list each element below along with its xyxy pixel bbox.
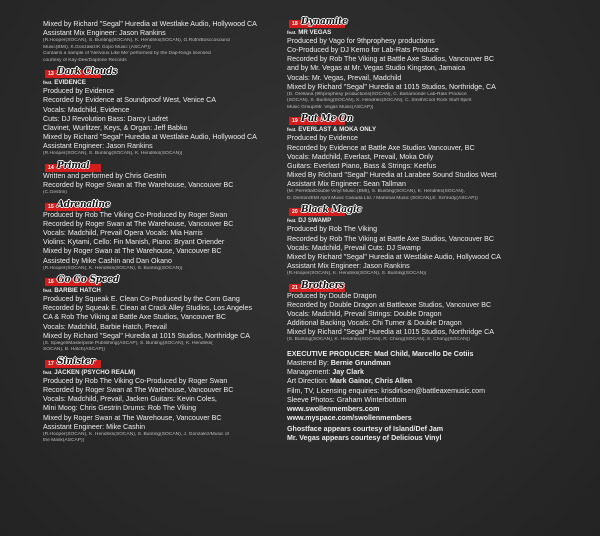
publishing-line: (SOCAN), S. Bunting(SOCAN), K. Hendriks(SOCAN), C. Smith/Cool Rock Stuff Spirit — [287, 98, 472, 104]
credit-line: Violins: Kytami, Cello: Fin Manish, Piano: Bryant Oriender — [43, 238, 225, 247]
credit-line: Assistant Mix Engineer: Sean Tallman — [287, 180, 406, 189]
credit-line: Recorded by Roger Swan at The Warehouse, Vancouver BC — [43, 219, 234, 228]
featuring — [287, 216, 557, 225]
website-link[interactable]: www.swollenmembers.com — [287, 404, 380, 413]
publishing-line: (C.Gestrin) — [43, 190, 67, 196]
publishing-line: (R.Hooper(SOCAN), K. Hendriks(SOCAN), S. Bunting(SOCAN)) — [287, 271, 427, 277]
track-19-header — [287, 115, 557, 125]
featuring — [287, 28, 557, 37]
track-title: Primal — [57, 160, 90, 171]
publishing-line: (R.Hooper(SOCAN), S. Bunting(SOCAN), K. Hendriks(SOCAN)) — [43, 151, 183, 157]
publishing-line: D. Denton/EMI April Music Canada Ltd. / Mammal Music (SOCAN),E. Schrody(ASCAP)) — [287, 195, 478, 201]
featuring — [287, 125, 557, 134]
credit-line: Co-Produced by DJ Kemo for Lab-Rats Produce — [287, 46, 439, 55]
credit-line: and by Mr. Vegas at Mr. Vegas Studio Kingston, Jamaica — [287, 64, 466, 73]
credit-line: Recorded by Squeak E. Clean at Crack Alley Studios, Los Angeles — [43, 304, 252, 313]
featuring — [43, 368, 291, 377]
feat-prefix: feat. — [287, 127, 297, 133]
credit-line: Produced by Rob The Viking Co-Produced by Roger Swan — [43, 210, 228, 219]
feat-prefix: feat. — [43, 369, 53, 375]
credit-line: Mixed by Richard "Segal" Huredia at 1015 Studios, Northridge CA — [43, 331, 250, 340]
sample-note: Contains a sample of 'Nervous Like Me' performed by the Dap-Kings licensed — [43, 51, 211, 57]
credit-line: Mixed by Richard "Segal" Huredia at Westlake Audio, Hollywood CA — [43, 133, 257, 142]
left-column — [43, 20, 291, 445]
track-number: 13 — [48, 71, 54, 78]
exec-producer-line: EXECUTIVE PRODUCER: Mad Child, Marcello De Cotiis — [287, 349, 474, 358]
credit-line: Recorded by Evidence at Soundproof West, Venice CA — [43, 96, 216, 105]
track-number: 14 — [48, 164, 54, 171]
credit-line: Produced by Rob The Viking — [287, 225, 378, 234]
art-direction-line: Art Direction: Mark Gainor, Chris Allen — [287, 377, 413, 386]
publishing-line: (R.Hooper(SOCAN), K. Hendriks(SOCAN), S. Bunting(SOCAN), J. Gonzalez/Music of — [43, 431, 229, 437]
track-number: 17 — [48, 360, 54, 367]
track-21-header — [287, 282, 557, 292]
album-credits — [287, 350, 557, 444]
credit-line: Produced by Rob The Viking Co-Produced by Roger Swan — [43, 376, 228, 385]
credit-line: Mixed By Richard "Segal" Huredia at Larabee Sound Studios West — [287, 171, 497, 180]
feat-artist: MR VEGAS — [298, 29, 332, 36]
credit-line: Vocals: Madchild, Prevail Cuts: DJ Swamp — [287, 243, 421, 252]
credit-line: Cuts: DJ Revolution Bass: Darcy Ladret — [43, 114, 168, 123]
track-14-header — [43, 162, 291, 172]
credit-line: Vocals: Madchild, Prevail Opera Vocals: Mia Harris — [43, 229, 203, 238]
credit-line: CA & Rob The Viking at Battle Axe Studios, Vancouver BC — [43, 313, 226, 322]
credit-line: Vocals: Madchild, Barbie Hatch, Prevail — [43, 322, 167, 331]
track-15-header — [43, 201, 291, 211]
track-title: Sinister — [57, 356, 95, 367]
publishing-line: Music(BMI), K.Gonzalez/K Gopo Music (ASCAP)) — [43, 44, 151, 50]
right-column — [287, 14, 557, 444]
credit-line: Assistant Mix Engineer: Jason Rankins — [43, 29, 166, 38]
track-number: 19 — [292, 118, 298, 125]
credit-line: Assistant Engineer: Mike Cashin — [43, 422, 146, 431]
credit-line: Recorded by Rob The Viking at Battle Axe Studios, Vancouver BC — [287, 55, 495, 64]
credit-line: Vocals: Madchild, Everlast, Prevail, Moka Only — [287, 152, 434, 161]
publishing-line: the Mask(ASCAP)) — [43, 438, 85, 444]
credit-line: Mixed by Richard "Segal" Huredia at 1015 Studios, Northridge, CA — [287, 82, 496, 91]
sample-note: courtesy of Kay-Dee/Daptone Records — [43, 57, 127, 63]
feat-prefix: feat. — [287, 30, 297, 35]
publishing-line: (M. Perretta/Double Vinyl Music (BMI), S. Bunting(SOCAN), K. Hendriks(SOCAN), — [287, 189, 465, 195]
credit-line: Recorded by Roger Swan at The Warehouse, Vancouver BC — [43, 386, 234, 395]
credit-line: Vocals: Madchild, Prevail Strings: Double Dragon — [287, 309, 442, 318]
credit-line: Clavinet, Wurlitzer, Keys, & Organ: Jeff Babko — [43, 123, 188, 132]
publishing-line: (R.Hooper(SOCAN), K. Hendriks(SOCAN), S. Bunting(SOCAN)) — [43, 265, 183, 271]
credit-line: Vocals: Madchild, Evidence — [43, 105, 130, 114]
credit-line: Recorded by Rob The Viking at Battle Axe Studios, Vancouver BC — [287, 234, 495, 243]
credit-line: Vocals: Mr. Vegas, Prevail, Madchild — [287, 73, 402, 82]
mastered-by-line: Mastered By: Bernie Grundman — [287, 359, 391, 368]
feat-artist: JACKEN (PSYCHO REALM) — [54, 368, 136, 376]
featuring — [43, 78, 291, 87]
feat-artist: DJ SWAMP — [298, 217, 332, 225]
track-title: Go Go Speed — [57, 275, 119, 286]
track-number: 20 — [292, 209, 298, 216]
credit-line: Produced by Vago for 9thprophesy productions — [287, 37, 435, 45]
publishing-line: Music Group/Mr. Vegas Music(ASCAP)) — [287, 104, 374, 110]
track-number: 15 — [48, 203, 54, 210]
licensing-line: Film, TV, Licensing enquiries: krisdirksen@battleaxemusic.com — [287, 386, 486, 395]
credit-line: Produced by Evidence — [43, 87, 114, 96]
credit-line: Vocals: Madchild, Prevail, Jacken Guitars: Kevin Coles, — [43, 395, 217, 404]
credit-line: Recorded by Evidence at Battle Axe Studios Vancouver, BC — [287, 143, 475, 152]
credit-line: Mixed by Richard "Segal" Huredia at Westlake Audio, Hollywood CA — [287, 252, 501, 261]
credit-line: Recorded by Roger Swan at The Warehouse, Vancouver BC — [43, 181, 234, 190]
credit-line: Mini Moog: Chris Gestrin Drums: Rob The Viking — [43, 404, 197, 413]
courtesy-line: Mr. Vegas appears courtesy of Delicious Vinyl — [287, 434, 442, 443]
credit-line: Mixed by Roger Swan at The Warehouse, Vancouver BC — [43, 413, 222, 422]
track-20-header — [287, 206, 557, 216]
publishing-line: (R.Hooper(SOCAN), S. Bunting(SOCAN), K. Hendriks(SOCAN), G.Roth/Bosccosound — [43, 38, 230, 44]
feat-prefix: feat. — [43, 80, 53, 86]
track-title: Put Me On — [301, 114, 354, 125]
photos-line: Sleeve Photos: Graham Winterbottom — [287, 395, 407, 404]
credit-line: Mixed by Richard "Segal" Huredia at Westlake Audio, Hollywood CA — [43, 20, 257, 28]
publishing-line: SOCAN), B. Hatch(ASCAP)) — [43, 347, 105, 353]
credit-line: Assisted by Mike Cashin and Dan Okano — [43, 256, 172, 265]
feat-artist: EVERLAST & MOKA ONLY — [298, 126, 377, 134]
track-17-header — [43, 358, 291, 368]
courtesy-line: Ghostface appears courtesy of Island/Def Jam — [287, 425, 444, 434]
credit-line: Written and performed by Chris Gestrin — [43, 171, 167, 180]
publishing-line: (S. Spiegel/Masterpiste Publishing(ASCAP), S. Bunting(SOCAN), K. Hendriks( — [43, 340, 213, 346]
myspace-link[interactable]: www.myspace.com/swollenmembers — [287, 414, 412, 423]
credit-line: Produced by Squeak E. Clean Co-Produced by the Corn Gang — [43, 295, 240, 304]
featuring — [43, 286, 291, 295]
credit-line: Assistant Mix Engineer: Jason Rankins — [287, 262, 410, 270]
track-18-header — [287, 18, 557, 28]
credit-line: Additional Backing Vocals: Chi Turner & Double Dragon — [287, 319, 462, 328]
credit-line: Recorded by Double Dragon at Battleaxe Studios, Vancouver BC — [287, 300, 492, 309]
management-line: Management: Jay Clark — [287, 368, 364, 377]
feat-prefix: feat. — [43, 288, 53, 294]
track-title: Dark Clouds — [57, 67, 118, 78]
track-number: 18 — [292, 21, 298, 27]
feat-artist: BARBIE HATCH — [54, 287, 101, 295]
credit-line: Produced by Evidence — [287, 134, 358, 143]
track-13-header — [43, 68, 291, 78]
publishing-line: (D. Orellana (9thprophesy productions(SOCAN), C. Bahamonde Lab-Rats Produce — [287, 91, 467, 97]
feat-artist: EVIDENCE — [54, 79, 86, 87]
feat-prefix: feat. — [287, 218, 297, 224]
credit-line: Mixed by Richard "Segal" Huredia at 1015 Studios, Northridge CA — [287, 328, 494, 337]
track-title: Black Magic — [301, 205, 362, 216]
credit-line: Mixed by Roger Swan at The Warehouse, Vancouver BC — [43, 247, 222, 256]
track-title: Dynamite — [301, 17, 348, 27]
credit-line: Assistant Engineer: Jason Rankins — [43, 142, 153, 151]
publishing-line: (S. Bunting(SOCAN), K. Hendriks(SOCAN), R. Chong(SOCAN), E. Chong(SOCAN)) — [287, 337, 470, 343]
intro-credits — [43, 20, 291, 64]
track-number: 21 — [292, 284, 298, 291]
credit-line: Guitars: Everlast Piano, Bass & Strings: Keefus — [287, 161, 437, 170]
track-number: 16 — [48, 279, 54, 286]
credit-line: Produced by Double Dragon — [287, 291, 377, 300]
track-16-header — [43, 276, 291, 286]
track-title: Adrenaline — [57, 199, 111, 210]
track-title: Brothers — [301, 280, 344, 291]
